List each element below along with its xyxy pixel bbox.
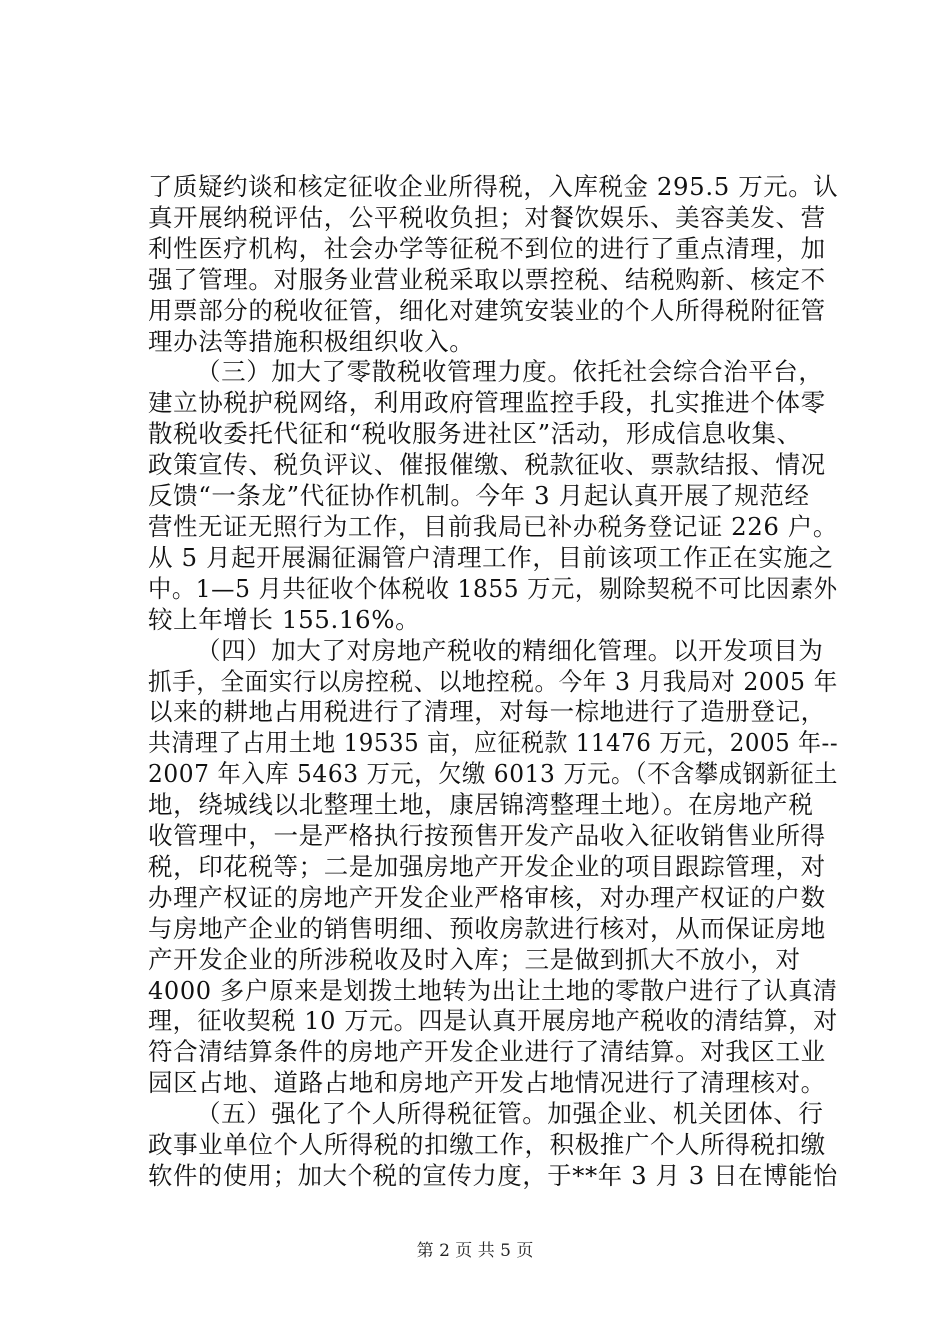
body-text-line: 建立协税护税网络，利用政府管理监控手段，扎实推进个体零 [148,388,826,418]
body-text-line: 收管理中，一是严格执行按预售开发产品收入征收销售业所得 [148,821,826,851]
body-text-line: 软件的使用；加大个税的宣传力度，于**年 3 月 3 日在博能怡 [148,1161,839,1190]
body-text-line: 中。1—5 月共征收个体税收 1855 万元，剔除契税不可比因素外 [148,573,838,603]
section-three-heading-line: （三）加大了零散税收管理力度。依托社会综合治平台， [196,357,824,387]
body-text-line: 以来的耕地占用税进行了清理，对每一棕地进行了造册登记， [148,697,826,727]
body-text-line: 强了管理。对服务业营业税采取以票控税、结税购新、核定不 [148,264,826,294]
body-text-line: 反馈“一条龙”代征协作机制。今年 3 月起认真开展了规范经 [148,481,810,511]
body-text-line: 税，印花税等；二是加强房地产开发企业的项目跟踪管理，对 [148,851,826,881]
page-number-footer: 第 2 页 共 5 页 [416,1241,534,1261]
body-text-line: 政策宣传、税负评议、催报催缴、税款征收、票款结报、情况 [148,450,826,480]
body-text-line: 真开展纳税评估，公平税收负担；对餐饮娱乐、美容美发、营 [148,202,826,232]
body-text-line: 地，绕城线以北整理土地，康居锦湾整理土地）。在房地产税 [148,790,814,820]
body-text-line: 共清理了占用土地 19535 亩，应征税款 11476 万元，2005 年-- [148,728,839,758]
body-text-line: 从 5 月起开展漏征漏管户清理工作，目前该项工作正在实施之 [148,542,834,572]
body-text-line: 符合清结算条件的房地产开发企业进行了清结算。对我区工业 [148,1037,826,1067]
body-text-line: 了质疑约谈和核定征收企业所得税，入库税金 295.5 万元。认 [148,172,839,201]
body-text-line: 办理产权证的房地产开发企业严格审核，对办理产权证的户数 [148,882,826,912]
body-text-line: 散税收委托代征和“税收服务进社区”活动，形成信息收集、 [148,419,802,449]
body-text-line: 抓手，全面实行以房控税、以地控税。今年 3 月我局对 2005 年 [148,666,838,696]
body-text-line: 园区占地、道路占地和房地产开发占地情况进行了清理核对。 [148,1068,826,1098]
body-text-line: 理，征收契税 10 万元。四是认真开展房地产税收的清结算，对 [148,1006,838,1036]
section-four-heading-line: （四）加大了对房地产税收的精细化管理。以开发项目为 [196,635,824,665]
body-text-line: 用票部分的税收征管，细化对建筑安装业的个人所得税附征管 [148,295,826,325]
body-text-line: 产开发企业的所涉税收及时入库；三是做到抓大不放小，对 [148,944,801,974]
section-five-heading-line: （五）强化了个人所得税征管。加强企业、机关团体、行 [196,1099,824,1129]
body-text-line: 与房地产企业的销售明细、预收房款进行核对，从而保证房地 [148,913,826,943]
body-text-line: 2007 年入库 5463 万元，欠缴 6013 万元。（不含攀成钢新征土 [148,759,838,789]
body-text-line: 理办法等措施积极组织收入。 [148,326,475,356]
body-text-line: 4000 多户原来是划拨土地转为出让土地的零散户进行了认真清 [148,975,838,1005]
body-text-line: 营性无证无照行为工作，目前我局已补办税务登记证 226 户。 [148,511,838,541]
body-text-line: 利性医疗机构，社会办学等征税不到位的进行了重点清理，加 [148,233,826,263]
body-text-line: 政事业单位个人所得税的扣缴工作，积极推广个人所得税扣缴 [148,1130,826,1160]
body-text-line: 较上年增长 155.16%。 [148,604,421,634]
